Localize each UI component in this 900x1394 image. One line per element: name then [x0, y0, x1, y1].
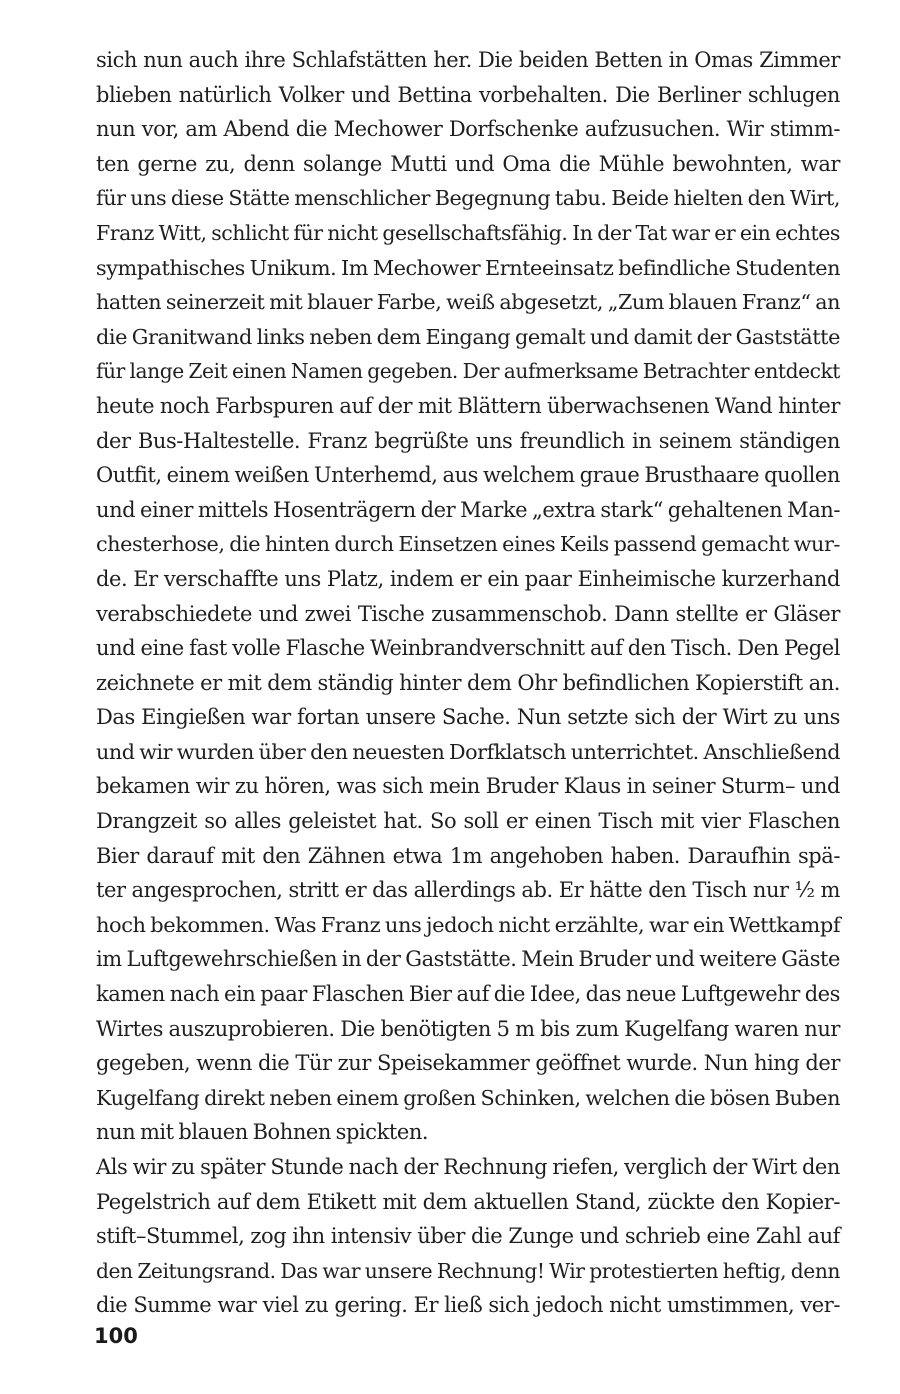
text-line: den Zeitungsrand. Das war unsere Rechnung! Wir protestierten heftig, denn: [96, 1258, 840, 1283]
text-line: hatten seinerzeit mit blauer Farbe, weiß abgesetzt, „Zum blauen Franz“ an: [96, 290, 840, 315]
text-line: de. Er verschaffte uns Platz, indem er ein paar Einheimische kurzerhand: [96, 566, 840, 591]
text-line: der Bus-Haltestelle. Franz begrüßte uns freundlich in seinem ständigen: [96, 428, 840, 453]
text-line: zeichnete er mit dem ständig hinter dem Ohr befindlichen Kopierstift an.: [96, 670, 840, 695]
text-line: ter angesprochen, stritt er das allerdings ab. Er hätte den Tisch nur ½ m: [96, 878, 840, 903]
text-line: verabschiedete und zwei Tische zusammenschob. Dann stellte er Gläser: [96, 601, 840, 626]
paragraph-end-line: nun mit blauen Bohnen spickten.: [96, 1120, 429, 1145]
text-line: Outfit, einem weißen Unterhemd, aus welchem graue Brusthaare quollen: [96, 463, 840, 488]
text-line: hoch bekommen. Was Franz uns jedoch nicht erzählte, war ein Wettkampf: [96, 912, 841, 937]
text-line: und wir wurden über den neuesten Dorfklatsch unterrichtet. Anschließend: [96, 739, 840, 764]
text-line: sympathisches Unikum. Im Mechower Ernteeinsatz befindliche Studenten: [96, 255, 840, 280]
text-line: gegeben, wenn die Tür zur Speisekammer geöffnet wurde. Nun hing der: [96, 1051, 840, 1076]
text-line: kamen nach ein paar Flaschen Bier auf die Idee, das neue Luftgewehr des: [96, 982, 840, 1007]
text-line: die Granitwand links neben dem Eingang gemalt und damit der Gaststätte: [96, 324, 840, 349]
text-line: Kugelfang direkt neben einem großen Schinken, welchen die bösen Buben: [96, 1085, 840, 1110]
text-line: Drangzeit so alles geleistet hat. So soll er einen Tisch mit vier Flaschen: [96, 809, 840, 834]
text-line: für lange Zeit einen Namen gegeben. Der aufmerksame Betrachter entdeckt: [96, 359, 840, 384]
text-line: nun vor, am Abend die Mechower Dorfschenke aufzusuchen. Wir stimm-: [96, 117, 840, 142]
text-line: Bier darauf mit den Zähnen etwa 1m angehoben haben. Daraufhin spä-: [96, 843, 840, 868]
text-line: die Summe war viel zu gering. Er ließ sich jedoch nicht umstimmen, ver-: [96, 1293, 840, 1318]
page-number: 100: [94, 1324, 138, 1348]
text-line: sich nun auch ihre Schlafstätten her. Die beiden Betten in Omas Zimmer: [96, 48, 840, 72]
text-line: stift–Stummel, zog ihn intensiv über die Zunge und schrieb eine Zahl auf: [96, 1224, 840, 1249]
text-line: bekamen wir zu hören, was sich mein Bruder Klaus in seiner Sturm– und: [96, 774, 840, 799]
text-line: heute noch Farbspuren auf der mit Blättern überwachsenen Wand hinter: [96, 393, 840, 418]
text-line: chesterhose, die hinten durch Einsetzen eines Keils passend gemacht wur-: [96, 532, 840, 557]
text-line: Wirtes auszuprobieren. Die benötigten 5 m bis zum Kugelfang waren nur: [96, 1016, 840, 1041]
text-line: Franz Witt, schlicht für nicht gesellschaftsfähig. In der Tat war er ein echtes: [96, 220, 840, 245]
text-line: und einer mittels Hosenträgern der Marke „extra stark“ gehaltenen Man-: [96, 497, 840, 522]
text-line: für uns diese Stätte menschlicher Begegnung tabu. Beide hielten den Wirt,: [96, 186, 840, 211]
text-line: Pegelstrich auf dem Etikett mit dem aktuellen Stand, zückte den Kopier-: [96, 1189, 840, 1214]
text-line: Das Eingießen war fortan unsere Sache. Nun setzte sich der Wirt zu uns: [96, 705, 840, 730]
text-line: blieben natürlich Volker und Bettina vorbehalten. Die Berliner schlugen: [96, 82, 840, 107]
text-line: und eine fast volle Flasche Weinbrandverschnitt auf den Tisch. Den Pegel: [96, 636, 840, 661]
text-line: Als wir zu später Stunde nach der Rechnung riefen, verglich der Wirt den: [96, 1155, 840, 1179]
body-text: [96, 43, 840, 1323]
text-line: im Luftgewehrschießen in der Gaststätte. Mein Bruder und weitere Gäste: [96, 947, 840, 972]
text-line: ten gerne zu, denn solange Mutti und Oma die Mühle bewohnten, war: [96, 151, 840, 176]
